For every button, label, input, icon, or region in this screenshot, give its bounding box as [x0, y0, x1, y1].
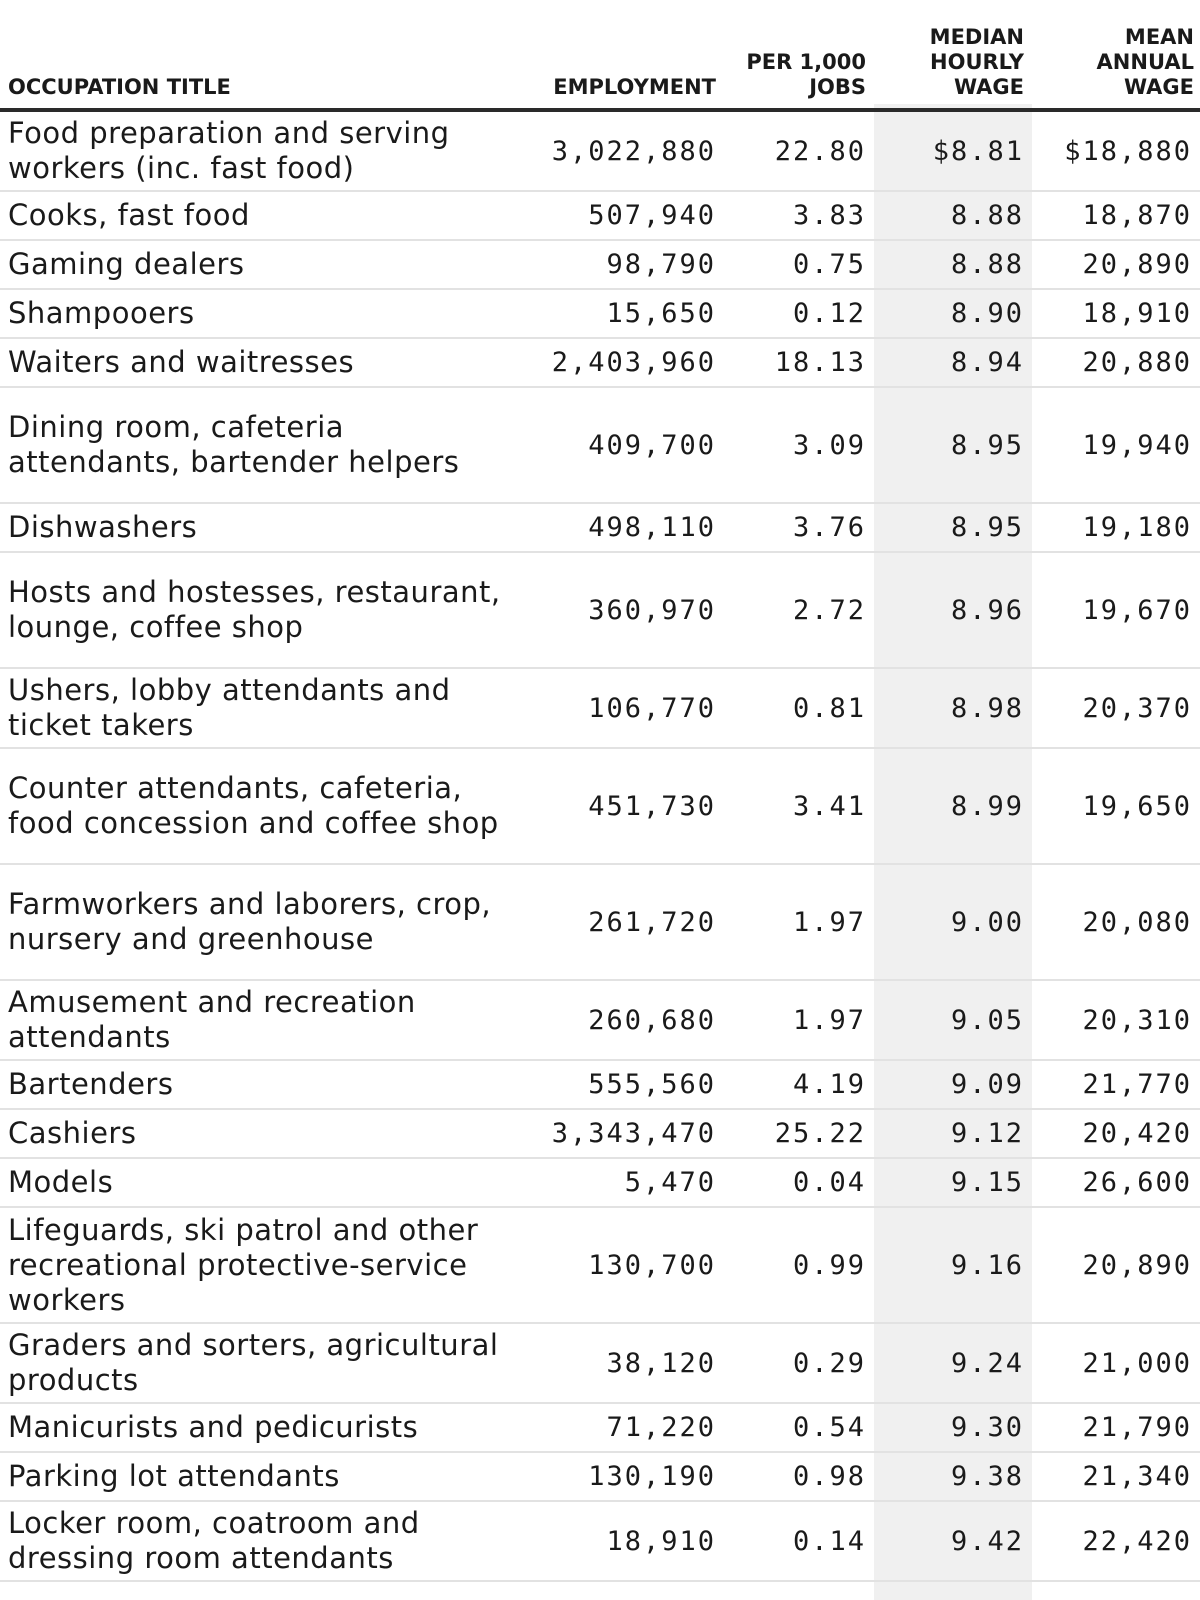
cell-occupation-title: Dining room, cafeteria attendants, bartender helpers: [0, 387, 524, 503]
cell-occupation-title: Farmworkers and laborers, crop, nursery and greenhouse: [0, 864, 524, 980]
cell-occupation-title: Food preparation and serving workers (inc. fast food): [0, 110, 524, 191]
cell-employment: 3,343,470: [524, 1109, 722, 1158]
table-row: [0, 503, 1200, 552]
cell-median-hourly-wage: 8.99: [872, 748, 1030, 864]
cell-median-hourly-wage: 9.09: [872, 1060, 1030, 1109]
cell-median-hourly-wage: 9.05: [872, 980, 1030, 1060]
table-row: [0, 110, 1200, 191]
cell-occupation-title: Waiters and waitresses: [0, 338, 524, 387]
cell-median-hourly-wage: 9.38: [872, 1452, 1030, 1501]
cell-mean-annual-wage: 20,890: [1030, 1207, 1200, 1323]
cell-median-hourly-wage: 8.96: [872, 552, 1030, 668]
cell-occupation-title: Locker room, coatroom and dressing room attendants: [0, 1501, 524, 1581]
cell-employment: 360,970: [524, 552, 722, 668]
cell-occupation-title: Manicurists and pedicurists: [0, 1403, 524, 1452]
cell-mean-annual-wage: $18,880: [1030, 110, 1200, 191]
table-row: [0, 668, 1200, 748]
cell-employment: 5,470: [524, 1158, 722, 1207]
cell-median-hourly-wage: 9.42: [872, 1501, 1030, 1581]
cell-occupation-title: Gaming dealers: [0, 240, 524, 289]
table-row: [0, 289, 1200, 338]
cell-mean-annual-wage: 18,910: [1030, 289, 1200, 338]
table-row: [0, 980, 1200, 1060]
cell-per-1000-jobs: 2.72: [722, 552, 872, 668]
cell-employment: 451,730: [524, 748, 722, 864]
cell-per-1000-jobs: 4.19: [722, 1060, 872, 1109]
cell-employment: 130,700: [524, 1207, 722, 1323]
table-row: [0, 748, 1200, 864]
cell-occupation-title: Hosts and hostesses, restaurant, lounge, coffee shop: [0, 552, 524, 668]
cell-mean-annual-wage: 21,790: [1030, 1403, 1200, 1452]
cell-median-hourly-wage: 8.94: [872, 338, 1030, 387]
cell-per-1000-jobs: 0.12: [722, 289, 872, 338]
cell-mean-annual-wage: 20,080: [1030, 864, 1200, 980]
cell-per-1000-jobs: 1.97: [722, 864, 872, 980]
cell-per-1000-jobs: 3.83: [722, 191, 872, 240]
cell-mean-annual-wage: 26,600: [1030, 1158, 1200, 1207]
cell-per-1000-jobs: 0.75: [722, 240, 872, 289]
table-row: [0, 1060, 1200, 1109]
cell-employment: 555,560: [524, 1060, 722, 1109]
cell-employment: 38,120: [524, 1323, 722, 1403]
cell-per-1000-jobs: 3.09: [722, 387, 872, 503]
cell-median-hourly-wage: 8.88: [872, 240, 1030, 289]
cell-employment: 106,770: [524, 668, 722, 748]
cell-mean-annual-wage: 21,340: [1030, 1452, 1200, 1501]
header-median-hourly-wage: MEDIAN HOURLY WAGE: [872, 0, 1030, 110]
cell-per-1000-jobs: 0.99: [722, 1207, 872, 1323]
header-employment: EMPLOYMENT: [524, 0, 722, 110]
cell-employment: 261,720: [524, 864, 722, 980]
table-body: [0, 110, 1200, 1581]
cell-employment: 498,110: [524, 503, 722, 552]
cell-median-hourly-wage: 8.95: [872, 387, 1030, 503]
cell-median-hourly-wage: 8.95: [872, 503, 1030, 552]
cell-employment: 15,650: [524, 289, 722, 338]
cell-mean-annual-wage: 19,180: [1030, 503, 1200, 552]
cell-employment: 2,403,960: [524, 338, 722, 387]
cell-median-hourly-wage: 9.30: [872, 1403, 1030, 1452]
cell-employment: 507,940: [524, 191, 722, 240]
cell-mean-annual-wage: 20,420: [1030, 1109, 1200, 1158]
table-row: [0, 1109, 1200, 1158]
cell-median-hourly-wage: 9.15: [872, 1158, 1030, 1207]
cell-occupation-title: Graders and sorters, agricultural products: [0, 1323, 524, 1403]
cell-employment: 18,910: [524, 1501, 722, 1581]
table-row: [0, 864, 1200, 980]
cell-mean-annual-wage: 19,940: [1030, 387, 1200, 503]
header-per-1000-jobs: PER 1,000 JOBS: [722, 0, 872, 110]
cell-occupation-title: Models: [0, 1158, 524, 1207]
cell-median-hourly-wage: 8.88: [872, 191, 1030, 240]
table-row: [0, 1158, 1200, 1207]
cell-occupation-title: Counter attendants, cafeteria, food concession and coffee shop: [0, 748, 524, 864]
cell-mean-annual-wage: 19,670: [1030, 552, 1200, 668]
cell-employment: 130,190: [524, 1452, 722, 1501]
cell-per-1000-jobs: 0.81: [722, 668, 872, 748]
cell-per-1000-jobs: 3.76: [722, 503, 872, 552]
cell-median-hourly-wage: 9.24: [872, 1323, 1030, 1403]
cell-per-1000-jobs: 1.97: [722, 980, 872, 1060]
cell-median-hourly-wage: 9.16: [872, 1207, 1030, 1323]
cell-median-hourly-wage: 8.98: [872, 668, 1030, 748]
cell-occupation-title: Dishwashers: [0, 503, 524, 552]
cell-occupation-title: Lifeguards, ski patrol and other recreational protective-service workers: [0, 1207, 524, 1323]
cell-per-1000-jobs: 0.98: [722, 1452, 872, 1501]
table-row: [0, 387, 1200, 503]
table-header-row: [0, 0, 1200, 110]
cell-occupation-title: Shampooers: [0, 289, 524, 338]
cell-median-hourly-wage: $8.81: [872, 110, 1030, 191]
cell-mean-annual-wage: 19,650: [1030, 748, 1200, 864]
cell-mean-annual-wage: 21,770: [1030, 1060, 1200, 1109]
cell-per-1000-jobs: 18.13: [722, 338, 872, 387]
table-row: [0, 1323, 1200, 1403]
cell-employment: 98,790: [524, 240, 722, 289]
table-row: [0, 191, 1200, 240]
cell-per-1000-jobs: 0.04: [722, 1158, 872, 1207]
cell-per-1000-jobs: 3.41: [722, 748, 872, 864]
cell-mean-annual-wage: 21,000: [1030, 1323, 1200, 1403]
cell-occupation-title: Amusement and recreation attendants: [0, 980, 524, 1060]
cell-mean-annual-wage: 22,420: [1030, 1501, 1200, 1581]
cell-occupation-title: Cooks, fast food: [0, 191, 524, 240]
table-row: [0, 240, 1200, 289]
table-row: [0, 1501, 1200, 1581]
cell-mean-annual-wage: 18,870: [1030, 191, 1200, 240]
cell-mean-annual-wage: 20,880: [1030, 338, 1200, 387]
cell-median-hourly-wage: 9.12: [872, 1109, 1030, 1158]
cell-employment: 71,220: [524, 1403, 722, 1452]
cell-per-1000-jobs: 25.22: [722, 1109, 872, 1158]
cell-employment: 3,022,880: [524, 110, 722, 191]
cell-per-1000-jobs: 0.29: [722, 1323, 872, 1403]
cell-median-hourly-wage: 9.00: [872, 864, 1030, 980]
header-mean-annual-wage: MEAN ANNUAL WAGE: [1030, 0, 1200, 110]
cell-employment: 409,700: [524, 387, 722, 503]
cell-per-1000-jobs: 0.54: [722, 1403, 872, 1452]
cell-per-1000-jobs: 0.14: [722, 1501, 872, 1581]
table-row: [0, 1207, 1200, 1323]
table-row: [0, 1403, 1200, 1452]
cell-mean-annual-wage: 20,370: [1030, 668, 1200, 748]
cell-per-1000-jobs: 22.80: [722, 110, 872, 191]
cell-mean-annual-wage: 20,890: [1030, 240, 1200, 289]
header-occupation-title: OCCUPATION TITLE: [0, 0, 524, 110]
table-row: [0, 552, 1200, 668]
cell-occupation-title: Ushers, lobby attendants and ticket takers: [0, 668, 524, 748]
table-row: [0, 338, 1200, 387]
table-row: [0, 1452, 1200, 1501]
cell-employment: 260,680: [524, 980, 722, 1060]
cell-occupation-title: Bartenders: [0, 1060, 524, 1109]
cell-occupation-title: Cashiers: [0, 1109, 524, 1158]
cell-occupation-title: Parking lot attendants: [0, 1452, 524, 1501]
cell-median-hourly-wage: 8.90: [872, 289, 1030, 338]
cell-mean-annual-wage: 20,310: [1030, 980, 1200, 1060]
